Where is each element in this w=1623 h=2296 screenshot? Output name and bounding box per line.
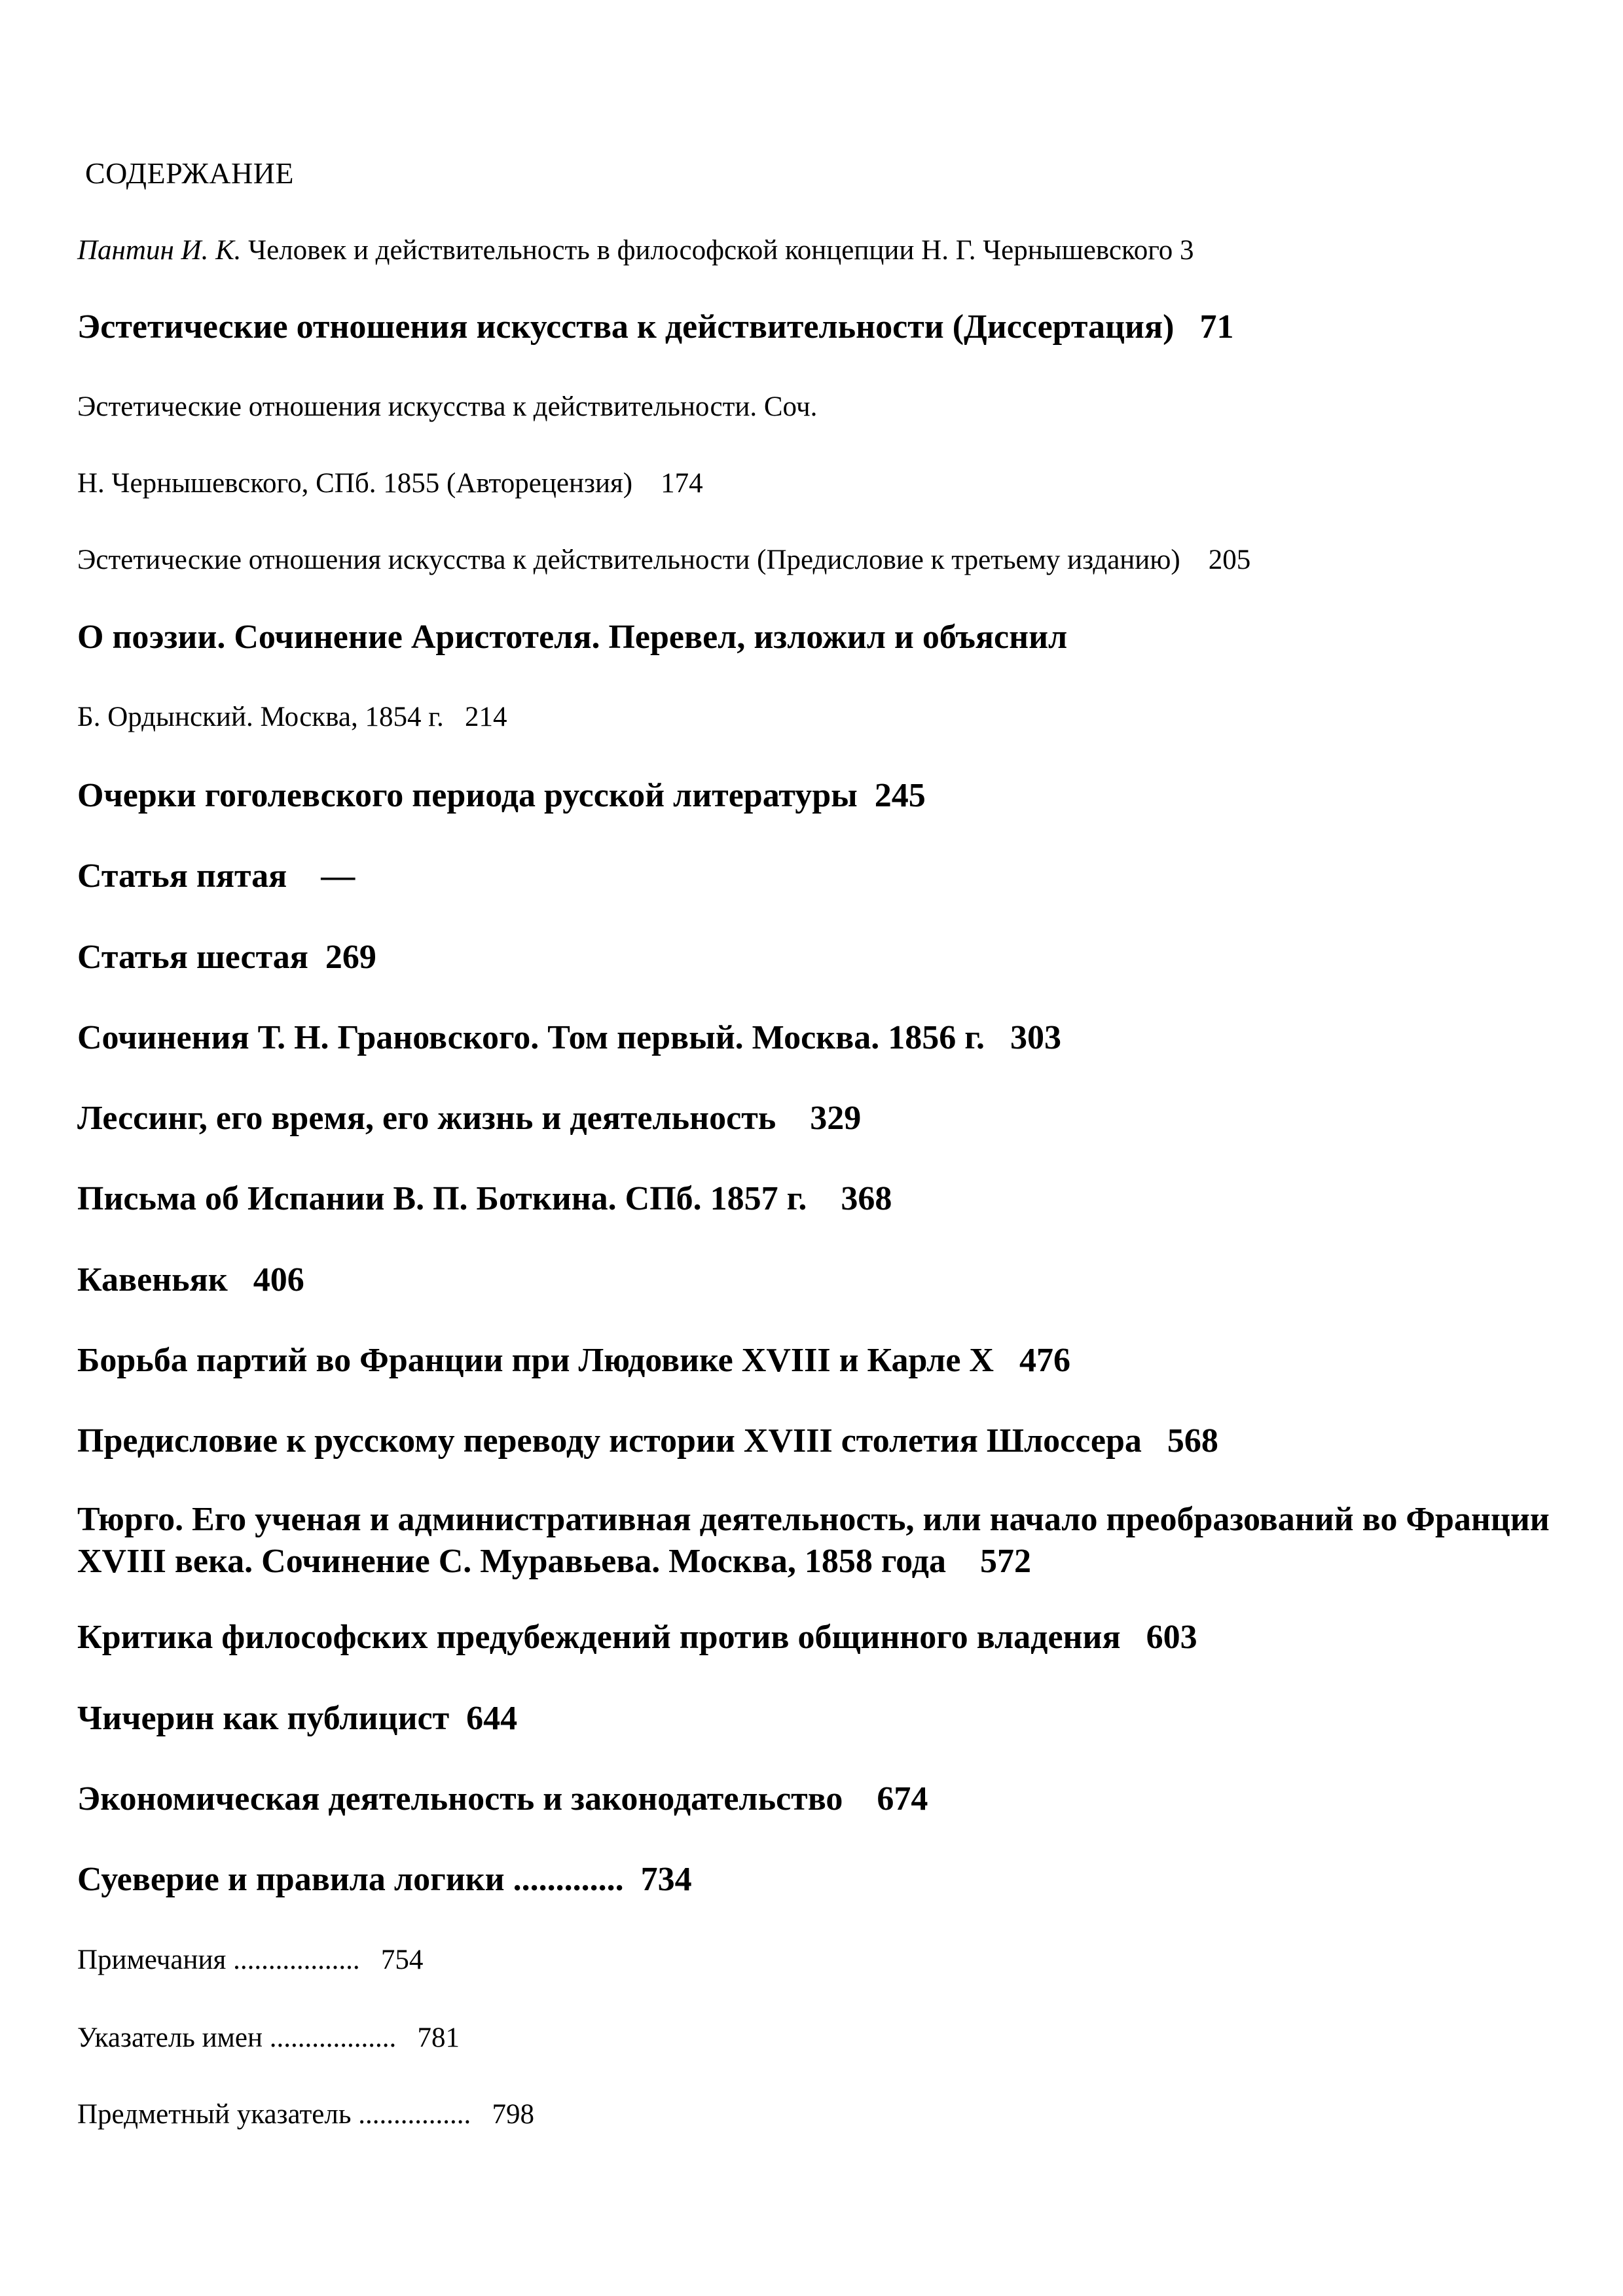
toc-title: Предисловие к русскому переводу истории XVIII столетия Шлоссера (77, 1422, 1142, 1460)
toc-page-number: 754 (380, 1945, 424, 1975)
toc-page-number: 329 (810, 1100, 862, 1137)
toc-leader: ................ (358, 2099, 471, 2130)
toc-entry (77, 1021, 1061, 1055)
toc-leader: ............. (513, 1861, 624, 1898)
toc-title: Эстетические отношения искусства к действительности (Диссертация) (77, 308, 1175, 346)
toc-page-number: 781 (417, 2022, 460, 2053)
toc-page-number: 798 (492, 2099, 534, 2130)
toc-entry (77, 546, 1250, 574)
toc-page-number: 3 (1180, 235, 1194, 266)
toc-entry (77, 1182, 892, 1216)
toc-entry (77, 941, 376, 975)
toc-page-number: 174 (661, 468, 703, 499)
toc-entry-intro (77, 236, 1194, 264)
toc-page-number: — (321, 857, 356, 895)
toc-entry (77, 1102, 861, 1136)
toc-page-number: 734 (640, 1861, 692, 1898)
toc-page-number: 476 (1019, 1342, 1070, 1379)
toc-title: Лессинг, его время, его жизнь и деятельность (77, 1100, 776, 1137)
toc-title: Эстетические отношения искусства к действительности. Соч. (77, 391, 818, 422)
toc-title: Указатель имен (77, 2022, 263, 2053)
toc-entry (77, 310, 1233, 344)
toc-entry (77, 1344, 1070, 1378)
toc-title: Кавеньяк (77, 1261, 228, 1299)
toc-title: Эстетические отношения искусства к действительности (Предисловие к третьему изданию) (77, 545, 1180, 575)
toc-entry (77, 1424, 1218, 1458)
toc-title: Письма об Испании В. П. Боткина. СПб. 1857 г. (77, 1180, 807, 1217)
toc-leader: .................. (233, 1945, 360, 1975)
toc-entry (77, 1782, 928, 1816)
toc-author: Пантин И. К. (77, 235, 242, 266)
toc-page-number: 406 (253, 1261, 304, 1299)
toc-entry (77, 469, 703, 497)
toc-page-number: 245 (874, 777, 926, 814)
toc-title: Суеверие и правила логики (77, 1861, 505, 1898)
toc-page-number: 368 (841, 1180, 892, 1217)
toc-page-number: 71 (1199, 308, 1234, 346)
toc-entry (77, 1263, 304, 1297)
toc-title: О поэзии. Сочинение Аристотеля. Перевел, изложил и объяснил (77, 619, 1068, 656)
toc-title: Б. Ордынский. Москва, 1854 г. (77, 702, 444, 732)
toc-entry (77, 703, 507, 731)
page-title: СОДЕРЖАНИЕ (85, 156, 295, 190)
toc-title: Статья пятая (77, 857, 287, 895)
toc-entry (77, 859, 355, 893)
toc-entry (77, 779, 926, 813)
toc-page-number: 214 (465, 702, 507, 732)
toc-title: Тюрго. Его ученая и административная деятельность, или начало преобразований во Франции XVIII века. Сочинение С. Муравьева. Москва, 1858 года (77, 1501, 1550, 1580)
toc-title: Критика философских предубеждений против общинного владения (77, 1619, 1121, 1656)
toc-page-number: 269 (325, 939, 376, 976)
toc-leader: .................. (269, 2022, 397, 2053)
toc-title: Статья шестая (77, 939, 308, 976)
toc-entry (77, 1946, 423, 1974)
toc-title: Очерки гоголевского периода русской литературы (77, 777, 858, 814)
toc-entry (77, 2024, 460, 2052)
toc-page-number: 603 (1146, 1619, 1197, 1656)
toc-title: Чичерин как публицист (77, 1700, 450, 1737)
toc-title: Человек и действительность в философской концепции Н. Г. Чернышевского (248, 235, 1173, 266)
toc-entry-multiline (77, 1499, 1570, 1583)
toc-title: Экономическая деятельность и законодательство (77, 1780, 843, 1818)
toc-page-number: 674 (877, 1780, 928, 1818)
toc-entry (77, 1621, 1197, 1655)
toc-title: Борьба партий во Франции при Людовике XVIII и Карле X (77, 1342, 994, 1379)
toc-page-number: 303 (1010, 1019, 1061, 1056)
toc-page-number: 644 (466, 1700, 518, 1737)
toc-title: Примечания (77, 1945, 227, 1975)
toc-title: Сочинения Т. Н. Грановского. Том первый. Москва. 1856 г. (77, 1019, 985, 1056)
toc-entry (77, 1863, 692, 1897)
toc-page-number: 572 (979, 1543, 1031, 1580)
toc-entry (77, 2100, 534, 2128)
toc-page-number: 568 (1167, 1422, 1218, 1460)
toc-entry (77, 620, 1067, 655)
toc-entry (77, 393, 817, 421)
toc-title: Н. Чернышевского, СПб. 1855 (Авторецензия) (77, 468, 633, 499)
toc-page-number: 205 (1208, 545, 1251, 575)
toc-title: Предметный указатель (77, 2099, 352, 2130)
toc-entry (77, 1702, 517, 1736)
